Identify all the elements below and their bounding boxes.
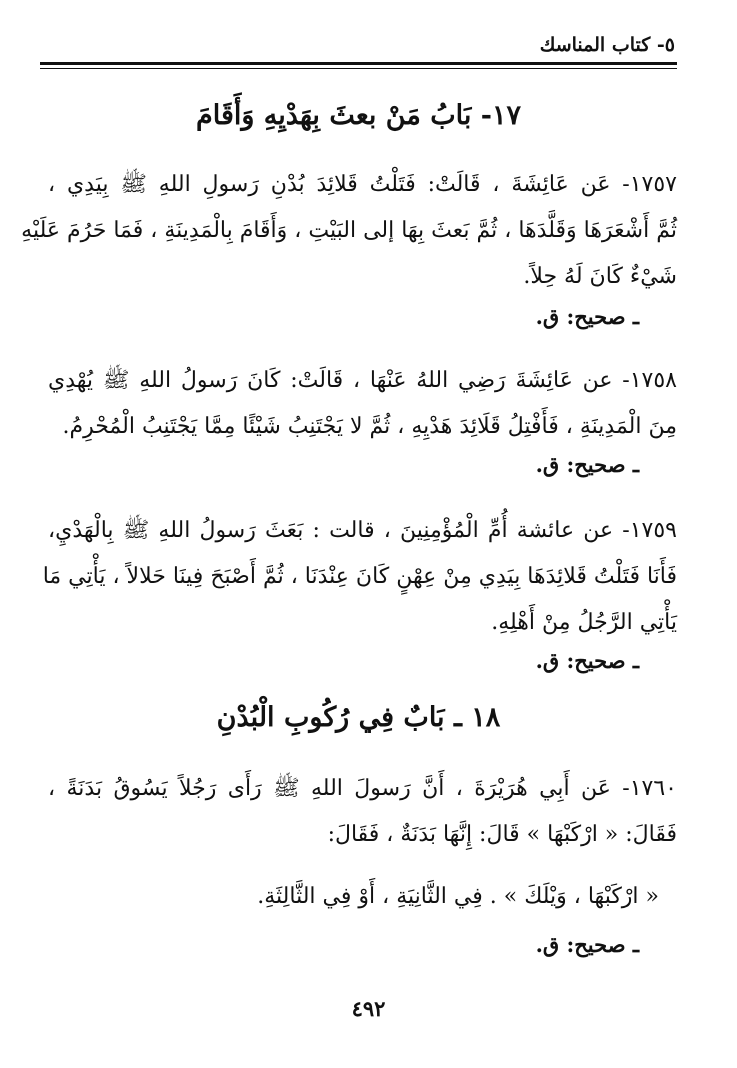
hadith-1757-line-1: ١٧٥٧- عَن عَائِشَةَ ، قَالَتْ: فَتَلْتُ قَلائِدَ بُدْنِ رَسولِ اللهِ ﷺ بِيَدِي ،: [48, 172, 677, 197]
hadith-1759-line-1: ١٧٥٩- عن عائشة أُمِّ الْمُؤْمِنِينَ ، قالت : بَعَثَ رَسولُ اللهِ ﷺ بِالْهَدْيِ،: [48, 518, 677, 543]
hadith-1757-line-3: شَيْءٌ كَانَ لَهُ حِلاً.: [523, 264, 677, 289]
hadith-1760-line-2: فَقَالَ: « ارْكَبْهَا » قَالَ: إِنَّهَا بَدَنَةٌ ، فَقَالَ:: [327, 822, 677, 847]
hadith-1757: [21, 162, 677, 300]
hadith-1757-grade: ـ صحيح: ق.: [535, 304, 639, 329]
hadith-1757-line-2: ثُمَّ أَشْعَرَهَا وَقَلَّدَهَا ، ثُمَّ بَعثَ بِهَا إلى البَيْتِ ، وَأَقَامَ بِالْمَدِينَةِ ، فَمَا حَرُمَ عَلَيْهِ: [21, 218, 677, 243]
header-rule-thin: [40, 68, 677, 69]
hadith-1760-line-3: « ارْكَبْهَا ، وَيْلَكَ » . فِي الثَّانِيَةِ ، أَوْ فِي الثَّالِثَةِ.: [257, 884, 659, 909]
hadith-1760-quote: [48, 874, 659, 920]
page-number: ٤٩٢: [351, 996, 386, 1021]
chapter-18-heading: ١٨ ـ بَابٌ فِي رُكُوبِ الْبُدْنِ: [216, 702, 501, 733]
hadith-1758: [48, 358, 677, 450]
hadith-1759: [42, 508, 677, 646]
hadith-1759-grade: ـ صحيح: ق.: [535, 648, 639, 673]
hadith-1760-grade: ـ صحيح: ق.: [535, 932, 639, 957]
hadith-1759-line-2: فَأَنَا فَتَلْتُ قَلائِدَهَا بِيَدِي مِنْ عِهْنٍ كَانَ عِنْدَنَا ، ثُمَّ أَصْبَحَ فِينَا حَلالاً ، يَأْتِي مَا: [42, 564, 677, 589]
hadith-1758-line-2: مِنَ الْمَدِينَةِ ، فَأَفْتِلُ قَلَائِدَ هَدْيِهِ ، ثُمَّ لا يَجْتَنِبُ شَيْئًا مِمَّا يَجْتَنِبُ الْمُحْرِمُ.: [62, 414, 677, 439]
hadith-1759-line-3: يَأْتِي الرَّجُلُ مِنْ أَهْلِهِ.: [491, 610, 677, 635]
header-rule-thick: [40, 62, 677, 65]
chapter-17-heading: ١٧- بَابُ مَنْ بعثَ بِهَدْيِهِ وَأَقَامَ: [196, 100, 521, 131]
running-header-title: ٥- كتاب المناسك: [539, 34, 675, 56]
hadith-1760-line-1: ١٧٦٠- عَن أَبِي هُرَيْرَةَ ، أَنَّ رَسولَ اللهِ ﷺ رَأَى رَجُلاً يَسُوقُ بَدَنَةً ،: [48, 776, 677, 801]
hadith-1758-line-1: ١٧٥٨- عن عَائِشَةَ رَضِي اللهُ عَنْهَا ، قَالَتْ: كَانَ رَسولُ اللهِ ﷺ يُهْدِي: [48, 368, 677, 393]
hadith-1760: [48, 766, 677, 858]
hadith-1758-grade: ـ صحيح: ق.: [535, 452, 639, 477]
